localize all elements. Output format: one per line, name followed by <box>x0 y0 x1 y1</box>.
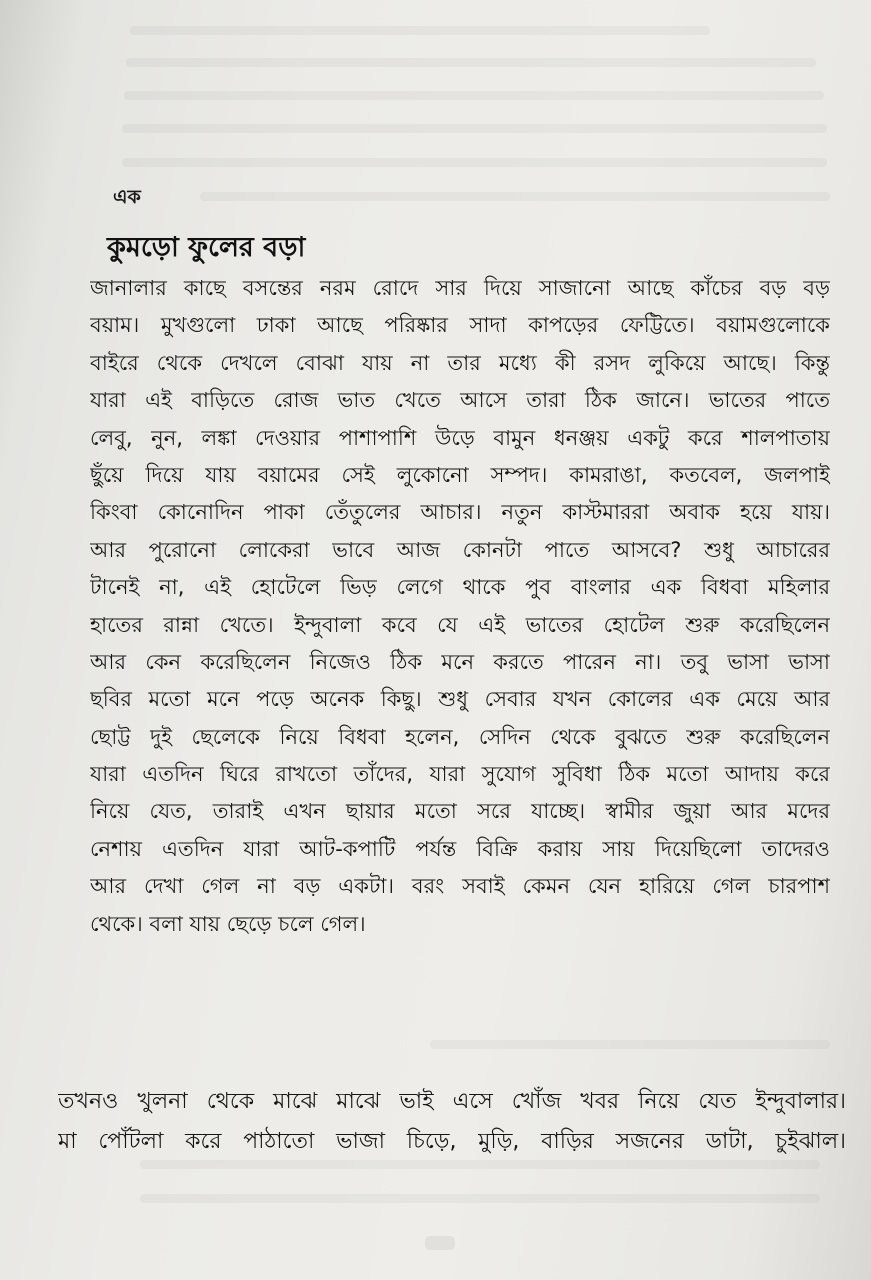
text-line: বাইরে থেকে দেখলে বোঝা যায় না তার মধ্যে কী রসদ লুকিয়ে আছে। কিন্তু <box>90 350 830 375</box>
text-line: থেকে। বলা যায় ছেড়ে চলে গেল। <box>90 911 366 936</box>
paragraph-2 <box>58 1082 846 1162</box>
text-line: লেবু, নুন, লঙ্কা দেওয়ার পাশাপাশি উড়ে বামুন ধনঞ্জয় একটু করে শালপাতায় <box>90 425 830 450</box>
paragraph-1 <box>90 270 830 943</box>
text-line: ছোট্ট দুই ছেলেকে নিয়ে বিধবা হলেন, সেদিন থেকে বুঝতে শুরু করেছিলেন <box>90 724 830 749</box>
bleed-through-line <box>122 124 827 133</box>
text-line: আর কেন করেছিলেন নিজেও ঠিক মনে করতে পারেন না। তবু ভাসা ভাসা <box>90 649 830 674</box>
bleed-through-line <box>430 1040 830 1049</box>
text-line: মা পোঁটলা করে পাঠাতো ভাজা চিড়ে, মুড়ি, বাড়ির সজনের ডাটা, চুইঝাল। <box>58 1129 846 1154</box>
bleed-through-line <box>122 158 827 167</box>
text-line: টানেই না, এই হোটেলে ভিড় লেগে থাকে পুব বাংলার এক বিধবা মহিলার <box>90 575 830 600</box>
bleed-through-line <box>140 1194 820 1203</box>
bleed-through-line <box>124 91 824 100</box>
text-line: নিয়ে যেত, তারাই এখন ছায়ার মতো সরে যাচ্ছে। স্বামীর জুয়া আর মদের <box>90 799 830 824</box>
text-line: ছুঁয়ে দিয়ে যায় বয়ামের সেই লুকোনো সম্পদ। কামরাঙা, কতবেল, জলপাই <box>90 462 830 487</box>
text-line: যারা এই বাড়িতে রোজ ভাত খেতে আসে তারা ঠিক জানে। ভাতের পাতে <box>90 388 830 413</box>
bleed-through-line <box>200 192 830 201</box>
text-line: হাতের রান্না খেতে। ইন্দুবালা কবে যে এই ভাতের হোটেল শুরু করেছিলেন <box>90 612 830 637</box>
bleed-through-line <box>130 26 710 35</box>
page-number-smudge <box>425 1236 455 1250</box>
text-line: তখনও খুলনা থেকে মাঝে মাঝে ভাই এসে খোঁজ খবর নিয়ে যেত ইন্দুবালার। <box>58 1089 846 1114</box>
text-line: আর দেখা গেল না বড় একটা। বরং সবাই কেমন যেন হারিয়ে গেল চারপাশ <box>90 874 830 899</box>
text-line: নেশায় এতদিন যারা আট-কপাটি পর্যন্ত বিক্রি করায় সায় দিয়েছিলো তাদেরও <box>90 836 830 861</box>
text-line: বয়াম। মুখগুলো ঢাকা আছে পরিষ্কার সাদা কাপড়ের ফেট্টিতে। বয়ামগুলোকে <box>90 313 830 338</box>
text-line: আর পুরোনো লোকেরা ভাবে আজ কোনটা পাতে আসবে? শুধু আচারের <box>90 537 830 562</box>
bleed-through-line <box>126 58 816 67</box>
text-line: যারা এতদিন ঘিরে রাখতো তাঁদের, যারা সুযোগ সুবিধা ঠিক মতো আদায় করে <box>90 762 830 787</box>
text-line: কিংবা কোনোদিন পাকা তেঁতুলের আচার। নতুন কাস্টমাররা অবাক হয়ে যায়। <box>90 500 830 525</box>
text-line: ছবির মতো মনে পড়ে অনেক কিছু। শুধু সেবার যখন কোলের এক মেয়ে আর <box>90 687 830 712</box>
chapter-number: এক <box>113 186 141 208</box>
chapter-title: কুমড়ো ফুলের বড়া <box>107 232 306 263</box>
text-line: জানালার কাছে বসন্তের নরম রোদে সার দিয়ে সাজানো আছে কাঁচের বড় বড় <box>90 276 830 300</box>
